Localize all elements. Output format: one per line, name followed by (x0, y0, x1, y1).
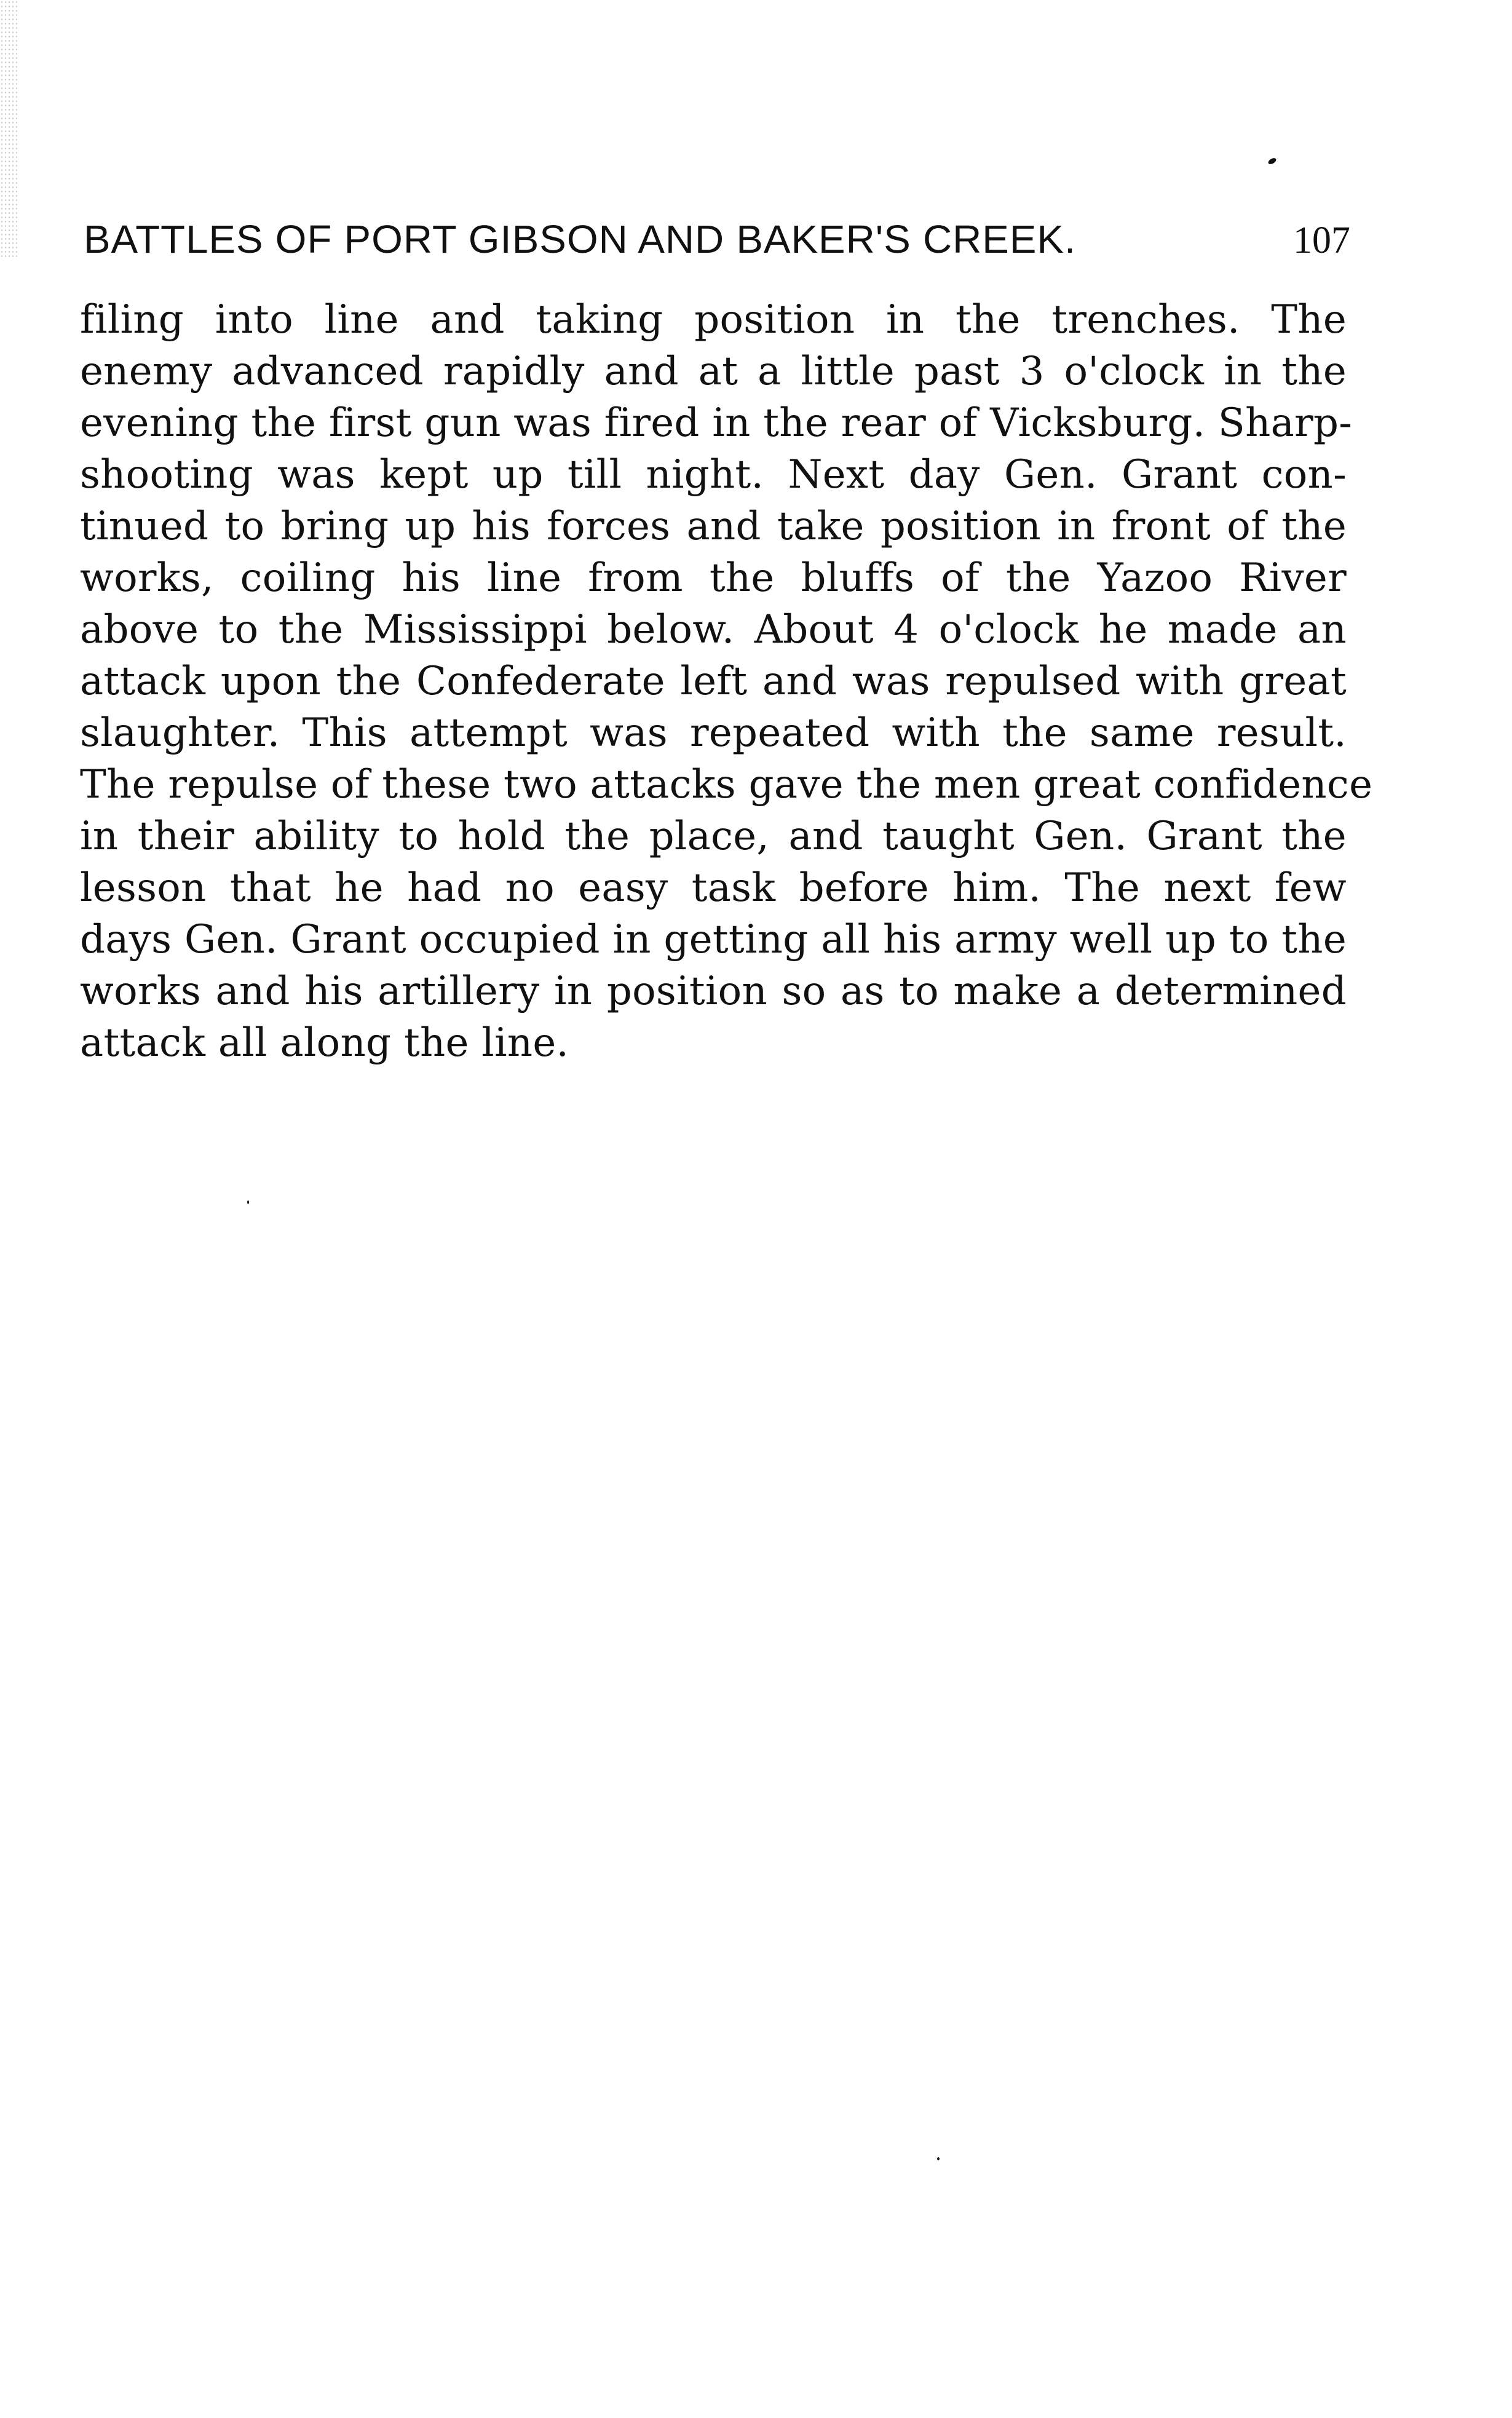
text-line: above to the Mississippi below. About 4 o'clock he made an (80, 607, 1347, 652)
running-head-title: BATTLES OF PORT GIBSON AND BAKER'S CREEK. (84, 217, 1077, 261)
body-paragraph (80, 294, 1373, 1069)
text-line: slaughter. This attempt was repeated with the same result. (80, 710, 1347, 756)
text-line: works and his artillery in position so as to make a determined (80, 969, 1347, 1014)
text-line: shooting was kept up till night. Next day Gen. Grant con- (80, 452, 1347, 497)
text-line: The repulse of these two attacks gave the men great confidence (80, 762, 1373, 807)
running-head (84, 216, 1350, 266)
text-line: tinued to bring up his forces and take position in front of the (80, 504, 1347, 549)
text-line: works, coiling his line from the bluffs of the Yazoo River (80, 555, 1347, 601)
text-line: in their ability to hold the place, and taught Gen. Grant the (80, 814, 1347, 859)
page-number: 107 (1293, 220, 1350, 261)
scan-edge-artifact (0, 0, 17, 258)
text-line: evening the first gun was fired in the rear of Vicksburg. Sharp- (80, 400, 1353, 446)
text-line: enemy advanced rapidly and at a little past 3 o'clock in the (80, 349, 1347, 394)
ink-speck (1267, 157, 1277, 165)
text-line: attack upon the Confederate left and was repulsed with great (80, 659, 1347, 704)
text-line: lesson that he had no easy task before him. The next few (80, 865, 1347, 911)
text-line: filing into line and taking position in the trenches. The (80, 297, 1347, 343)
ink-speck (937, 2157, 940, 2160)
ink-speck (247, 1200, 249, 1204)
text-line: days Gen. Grant occupied in getting all his army well up to the (80, 917, 1347, 962)
text-line: attack all along the line. (80, 1020, 569, 1066)
